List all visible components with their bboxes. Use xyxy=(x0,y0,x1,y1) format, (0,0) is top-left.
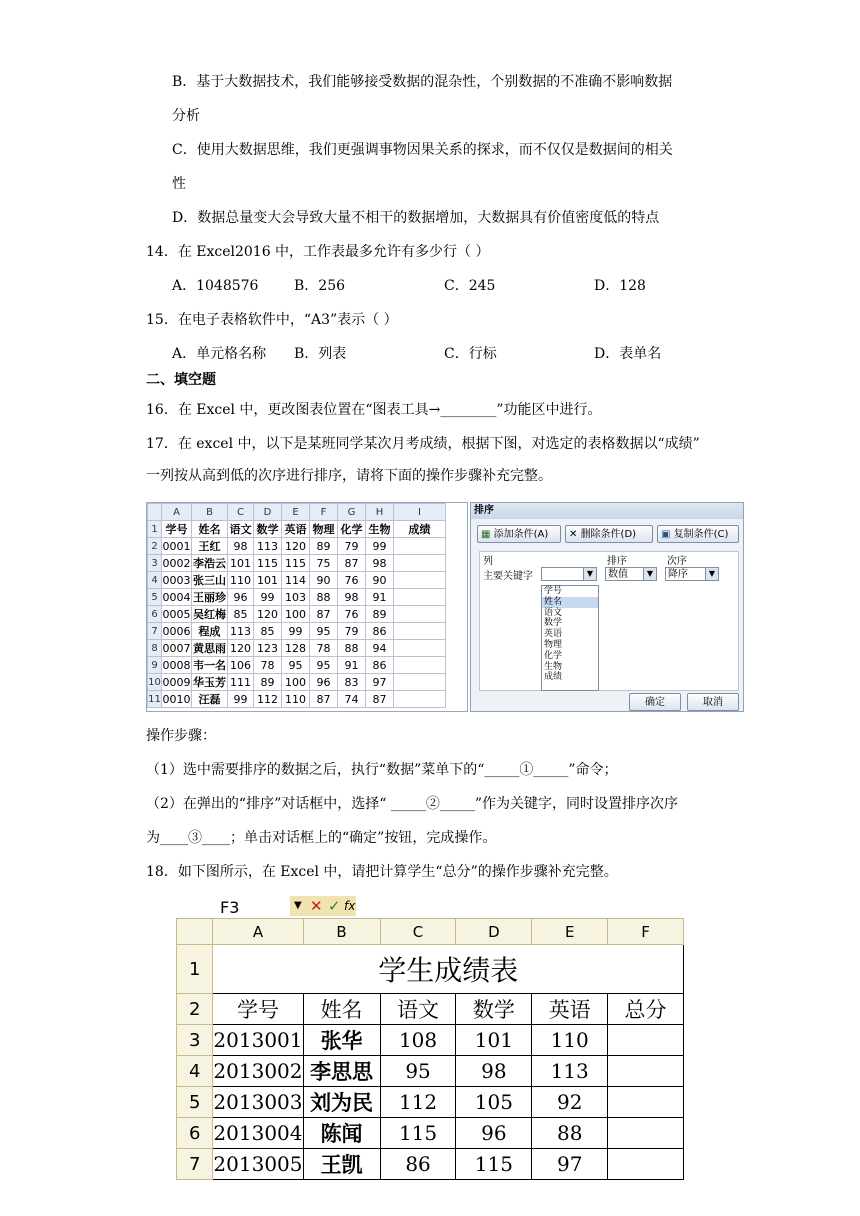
cell[interactable] xyxy=(394,538,446,555)
cell[interactable]: 0010 xyxy=(162,692,191,706)
cell[interactable] xyxy=(394,674,446,691)
cell[interactable]: 王丽珍 xyxy=(192,589,228,606)
cell[interactable]: 刘为民 xyxy=(303,1087,380,1118)
cell[interactable]: 88 xyxy=(532,1118,608,1149)
order-select[interactable]: 降序 ▼ xyxy=(665,567,719,581)
column-header: 列 xyxy=(483,556,493,567)
section-heading: 二、填空题 xyxy=(146,372,216,388)
cell[interactable]: 96 xyxy=(310,674,338,691)
cell[interactable] xyxy=(394,657,446,674)
cell[interactable] xyxy=(394,623,446,640)
cell[interactable]: 86 xyxy=(366,657,394,674)
col-header[interactable]: A xyxy=(162,504,192,521)
cell[interactable]: 陈闻 xyxy=(303,1118,380,1149)
option-b-line2: 分析 xyxy=(172,108,200,124)
cell[interactable]: 99 xyxy=(254,589,282,606)
cell[interactable]: 115 xyxy=(380,1118,456,1149)
corner-cell xyxy=(177,919,213,945)
cell[interactable]: 115 xyxy=(254,555,282,572)
cell[interactable]: 78 xyxy=(310,640,338,657)
cell[interactable]: 113 xyxy=(228,623,254,640)
cell[interactable]: 物理 xyxy=(310,521,338,538)
cell[interactable]: 100 xyxy=(282,674,310,691)
row-header[interactable]: 5 xyxy=(148,589,162,606)
table-row xyxy=(177,994,684,1025)
row-header[interactable]: 1 xyxy=(177,945,213,994)
cell[interactable]: 74 xyxy=(338,691,366,708)
cell[interactable]: 数学 xyxy=(254,521,282,538)
cell[interactable] xyxy=(394,640,446,657)
cell[interactable]: 111 xyxy=(228,674,254,691)
cell[interactable]: 87 xyxy=(310,691,338,708)
cell[interactable]: 95 xyxy=(282,657,310,674)
cancel-x-icon[interactable]: ✕ xyxy=(310,897,323,915)
function-icon[interactable]: fx xyxy=(344,899,356,913)
list-item[interactable]: 生物 xyxy=(544,661,563,672)
cell[interactable] xyxy=(608,1118,684,1149)
cell[interactable]: 89 xyxy=(254,674,282,691)
q15-option-a: A．单元格名称 xyxy=(172,346,267,362)
col-header[interactable]: D xyxy=(456,919,532,945)
list-item[interactable]: 语文 xyxy=(544,607,563,618)
cell[interactable]: 学号 xyxy=(213,994,303,1025)
cell[interactable]: 83 xyxy=(338,674,366,691)
option-b-line1: B．基于大数据技术，我们能够接受数据的混杂性，个别数据的不准确不影响数据 xyxy=(172,74,673,90)
row-header[interactable]: 9 xyxy=(148,657,162,674)
cell[interactable]: 0004 xyxy=(162,590,191,604)
cell[interactable] xyxy=(608,1056,684,1087)
cell[interactable]: 98 xyxy=(338,589,366,606)
cell[interactable]: 99 xyxy=(228,691,254,708)
cell[interactable]: 生物 xyxy=(366,521,394,538)
cell[interactable]: 101 xyxy=(228,555,254,572)
q14-option-d: D．128 xyxy=(594,278,646,294)
cell[interactable]: 88 xyxy=(338,640,366,657)
sort-on-select[interactable]: 数值 ▼ xyxy=(605,567,657,581)
key-dropdown-list xyxy=(541,585,599,691)
cell[interactable]: 85 xyxy=(254,623,282,640)
table-row xyxy=(177,1118,684,1149)
cell[interactable]: 85 xyxy=(228,606,254,623)
cell[interactable]: 87 xyxy=(366,691,394,708)
col-header[interactable]: G xyxy=(338,504,366,521)
list-item[interactable]: 化学 xyxy=(544,650,563,661)
cell[interactable]: 97 xyxy=(532,1149,608,1180)
cell[interactable]: 120 xyxy=(228,640,254,657)
cell[interactable] xyxy=(394,606,446,623)
table-row xyxy=(148,674,446,691)
cell[interactable]: 76 xyxy=(338,606,366,623)
cell[interactable]: 90 xyxy=(310,572,338,589)
cell[interactable]: 91 xyxy=(366,589,394,606)
cell[interactable]: 英语 xyxy=(282,521,310,538)
cell[interactable]: 91 xyxy=(338,657,366,674)
row-header[interactable]: 6 xyxy=(148,606,162,623)
cell[interactable]: 2013005 xyxy=(213,1149,303,1180)
cell[interactable]: 张华 xyxy=(303,1025,380,1056)
dialog-title: 排序 xyxy=(471,503,743,519)
list-item[interactable]: 物理 xyxy=(544,639,563,650)
cell[interactable]: 99 xyxy=(366,538,394,555)
table-row xyxy=(177,1025,684,1056)
col-header[interactable]: C xyxy=(228,504,254,521)
add-icon: ▦ xyxy=(481,529,494,540)
step-3: 为____③____；单击对话框上的“确定”按钮，完成操作。 xyxy=(146,830,497,846)
row-header[interactable]: 3 xyxy=(177,1025,213,1056)
confirm-check-icon[interactable]: ✓ xyxy=(328,897,341,915)
chevron-down-icon: ▼ xyxy=(643,568,656,580)
cell[interactable]: 95 xyxy=(310,657,338,674)
cell[interactable]: 112 xyxy=(254,691,282,708)
chevron-down-icon: ▼ xyxy=(583,568,596,580)
row-header[interactable]: 10 xyxy=(148,674,162,691)
row-header[interactable]: 7 xyxy=(148,623,162,640)
row-header[interactable]: 4 xyxy=(148,572,162,589)
cell[interactable]: 110 xyxy=(532,1025,608,1056)
cell[interactable]: 汪磊 xyxy=(192,691,228,708)
cell[interactable]: 2013003 xyxy=(213,1087,303,1118)
list-item[interactable]: 成绩 xyxy=(544,672,563,683)
cell[interactable]: 98 xyxy=(456,1056,532,1087)
cell[interactable]: 100 xyxy=(282,606,310,623)
cell[interactable]: 79 xyxy=(338,538,366,555)
cell[interactable]: 吴红梅 xyxy=(192,606,228,623)
cell[interactable]: 113 xyxy=(532,1056,608,1087)
cell[interactable]: 99 xyxy=(282,623,310,640)
cell[interactable]: 128 xyxy=(282,640,310,657)
cell[interactable]: 姓名 xyxy=(192,521,228,538)
cell[interactable]: 华玉芳 xyxy=(192,674,228,691)
col-header[interactable]: I xyxy=(394,504,446,521)
row-header[interactable]: 2 xyxy=(148,538,162,555)
col-header[interactable]: D xyxy=(254,504,282,521)
cell[interactable]: 王凯 xyxy=(303,1149,380,1180)
q15-option-d: D．表单名 xyxy=(594,346,662,362)
col-header[interactable]: E xyxy=(532,919,608,945)
excel-sheet-scores xyxy=(146,502,468,712)
q14-option-c: C．245 xyxy=(444,278,496,294)
q15-option-b: B．列表 xyxy=(294,346,347,362)
row-header[interactable]: 8 xyxy=(148,640,162,657)
cell[interactable]: 成绩 xyxy=(394,521,446,538)
cell[interactable] xyxy=(394,589,446,606)
cell[interactable]: 123 xyxy=(254,640,282,657)
col-header[interactable]: F xyxy=(608,919,684,945)
cell[interactable]: 0006 xyxy=(162,624,191,638)
add-condition-button[interactable]: ▦ 添加条件(A) xyxy=(477,525,561,543)
copy-icon: ▣ xyxy=(661,529,674,540)
cell[interactable]: 106 xyxy=(228,657,254,674)
cell[interactable] xyxy=(394,572,446,589)
table-row xyxy=(148,606,446,623)
row-header[interactable]: 3 xyxy=(148,555,162,572)
name-box[interactable]: F3 xyxy=(220,898,240,917)
list-item[interactable]: 学号 xyxy=(544,586,563,596)
cell[interactable]: 90 xyxy=(366,572,394,589)
cell[interactable]: 79 xyxy=(338,623,366,640)
chevron-down-icon: ▼ xyxy=(705,568,718,580)
col-header[interactable]: C xyxy=(380,919,456,945)
cell[interactable]: 96 xyxy=(456,1118,532,1149)
primary-key-select[interactable] xyxy=(541,567,597,581)
cell[interactable]: 李浩云 xyxy=(192,555,228,572)
cell[interactable]: 108 xyxy=(380,1025,456,1056)
copy-condition-button[interactable]: ▣ 复制条件(C) xyxy=(657,525,739,543)
table-row xyxy=(177,1149,684,1180)
cell[interactable]: 88 xyxy=(310,589,338,606)
cell[interactable]: 语文 xyxy=(380,994,456,1025)
cell[interactable]: 101 xyxy=(254,572,282,589)
cell[interactable]: 0009 xyxy=(162,675,191,689)
table-row xyxy=(148,521,446,538)
steps-title: 操作步骤： xyxy=(146,728,216,744)
col-header[interactable]: B xyxy=(192,504,228,521)
dropdown-icon[interactable]: ▼ xyxy=(294,900,302,911)
question-17-line2: 一列按从高到低的次序进行排序，请将下面的操作步骤补充完整。 xyxy=(146,468,552,484)
cell[interactable]: 张三山 xyxy=(192,572,228,589)
excel-sheet-student-scores xyxy=(176,918,684,1177)
cell[interactable]: 0008 xyxy=(162,658,191,672)
cell[interactable]: 92 xyxy=(532,1087,608,1118)
cell[interactable]: 87 xyxy=(310,606,338,623)
cell[interactable]: 数学 xyxy=(456,994,532,1025)
cell[interactable] xyxy=(608,1087,684,1118)
col-header[interactable]: F xyxy=(310,504,338,521)
cell[interactable]: 115 xyxy=(282,555,310,572)
col-header[interactable]: E xyxy=(282,504,310,521)
option-d-line: D．数据总量变大会导致大量不相干的数据增加，大数据具有价值密度低的特点 xyxy=(172,210,660,226)
order-header: 次序 xyxy=(667,556,687,567)
question-14: 14．在 Excel2016 中，工作表最多允许有多少行（ ） xyxy=(146,244,490,260)
cell[interactable] xyxy=(608,1149,684,1180)
q15-option-c: C．行标 xyxy=(444,346,497,362)
cell[interactable]: 89 xyxy=(366,606,394,623)
cell[interactable]: 0005 xyxy=(162,607,191,621)
col-header[interactable]: H xyxy=(366,504,394,521)
cell[interactable]: 王红 xyxy=(192,538,228,555)
cell[interactable]: 86 xyxy=(380,1149,456,1180)
cell[interactable]: 语文 xyxy=(228,521,254,538)
cell[interactable]: 110 xyxy=(282,691,310,708)
col-header[interactable]: A xyxy=(213,919,303,945)
table-row xyxy=(148,691,446,708)
cell[interactable]: 110 xyxy=(228,572,254,589)
cell[interactable]: 76 xyxy=(338,572,366,589)
cell[interactable]: 113 xyxy=(254,538,282,555)
row-header[interactable]: 1 xyxy=(148,521,162,538)
cell[interactable]: 120 xyxy=(254,606,282,623)
q14-option-b: B．256 xyxy=(294,278,346,294)
cell[interactable]: 0007 xyxy=(162,641,191,655)
corner-cell xyxy=(148,504,162,521)
cell[interactable]: 英语 xyxy=(532,994,608,1025)
q14-option-a: A．1048576 xyxy=(172,278,259,294)
cell[interactable]: 89 xyxy=(310,538,338,555)
cell[interactable]: 2013001 xyxy=(213,1025,303,1056)
cell[interactable]: 87 xyxy=(338,555,366,572)
cell[interactable]: 李思思 xyxy=(303,1056,380,1087)
table-row xyxy=(148,538,446,555)
sheet-title-cell[interactable]: 学生成绩表 xyxy=(213,945,684,994)
row-header[interactable]: 5 xyxy=(177,1087,213,1118)
cell[interactable]: 103 xyxy=(282,589,310,606)
cell[interactable]: 97 xyxy=(366,674,394,691)
row-header[interactable]: 7 xyxy=(177,1149,213,1180)
table-row xyxy=(148,623,446,640)
table-row xyxy=(148,640,446,657)
table-row xyxy=(148,555,446,572)
cell[interactable] xyxy=(394,555,446,572)
cell[interactable]: 韦一名 xyxy=(192,657,228,674)
formula-buttons xyxy=(290,896,356,916)
cell[interactable]: 86 xyxy=(366,623,394,640)
cell[interactable]: 105 xyxy=(456,1087,532,1118)
cell[interactable]: 94 xyxy=(366,640,394,657)
cell[interactable]: 95 xyxy=(310,623,338,640)
table-row xyxy=(177,1087,684,1118)
delete-condition-button[interactable]: ✕ 删除条件(D) xyxy=(565,525,653,543)
col-header[interactable]: B xyxy=(303,919,380,945)
option-c-line1: C．使用大数据思维，我们更强调事物因果关系的探求，而不仅仅是数据间的相关 xyxy=(172,142,673,158)
cell[interactable]: 101 xyxy=(456,1025,532,1056)
list-item[interactable]: 数学 xyxy=(544,618,563,629)
step-2: （2）在弹出的“排序”对话框中，选择“ _____②_____”作为关键字，同时设置排序次序 xyxy=(146,796,678,812)
formula-bar xyxy=(176,896,684,918)
cell[interactable]: 程成 xyxy=(192,623,228,640)
cell[interactable]: 2013002 xyxy=(213,1056,303,1087)
table-row xyxy=(148,572,446,589)
option-c-line2: 性 xyxy=(172,176,186,192)
row-header[interactable]: 2 xyxy=(177,994,213,1025)
step-1: （1）选中需要排序的数据之后，执行“数据”菜单下的“_____①_____”命令； xyxy=(146,762,618,778)
list-item[interactable]: 姓名 xyxy=(542,597,598,608)
cell[interactable]: 姓名 xyxy=(303,994,380,1025)
table-row xyxy=(177,1056,684,1087)
delete-icon: ✕ xyxy=(569,529,581,540)
ok-button[interactable]: 确定 xyxy=(629,693,681,711)
sort-on-header: 排序 xyxy=(607,556,627,567)
question-15: 15．在电子表格软件中，“A3”表示（ ） xyxy=(146,312,398,328)
cell[interactable]: 120 xyxy=(282,538,310,555)
cell[interactable]: 96 xyxy=(228,589,254,606)
cell[interactable] xyxy=(394,691,446,708)
cell[interactable]: 98 xyxy=(228,538,254,555)
cell[interactable]: 98 xyxy=(366,555,394,572)
row-header[interactable]: 6 xyxy=(177,1118,213,1149)
question-18: 18．如下图所示，在 Excel 中，请把计算学生“总分”的操作步骤补充完整。 xyxy=(146,864,618,880)
cell[interactable]: 114 xyxy=(282,572,310,589)
cell[interactable]: 总分 xyxy=(608,994,684,1025)
question-16: 16．在 Excel 中，更改图表位置在“图表工具→________”功能区中进行。 xyxy=(146,402,602,418)
cell[interactable]: 黄思雨 xyxy=(192,640,228,657)
cancel-button[interactable]: 取消 xyxy=(687,693,739,711)
cell[interactable] xyxy=(608,1025,684,1056)
cell[interactable]: 0003 xyxy=(162,573,191,587)
cell[interactable]: 75 xyxy=(310,555,338,572)
row-header[interactable]: 11 xyxy=(148,691,162,708)
cell[interactable]: 78 xyxy=(254,657,282,674)
question-17-line1: 17．在 excel 中，以下是某班同学某次月考成绩，根据下图，对选定的表格数据以“成绩” xyxy=(146,436,700,452)
cell[interactable]: 学号 xyxy=(162,521,192,538)
cell[interactable]: 化学 xyxy=(338,521,366,538)
cell[interactable]: 115 xyxy=(456,1149,532,1180)
cell[interactable]: 95 xyxy=(380,1056,456,1087)
table-row xyxy=(148,657,446,674)
cell[interactable]: 0002 xyxy=(162,556,191,570)
row-header[interactable]: 4 xyxy=(177,1056,213,1087)
cell[interactable]: 2013004 xyxy=(213,1118,303,1149)
list-item[interactable]: 英语 xyxy=(544,629,563,640)
cell[interactable]: 0001 xyxy=(162,539,191,553)
sort-dialog xyxy=(470,502,744,712)
cell[interactable]: 112 xyxy=(380,1087,456,1118)
table-row xyxy=(148,589,446,606)
primary-key-label: 主要关键字 xyxy=(483,571,533,582)
